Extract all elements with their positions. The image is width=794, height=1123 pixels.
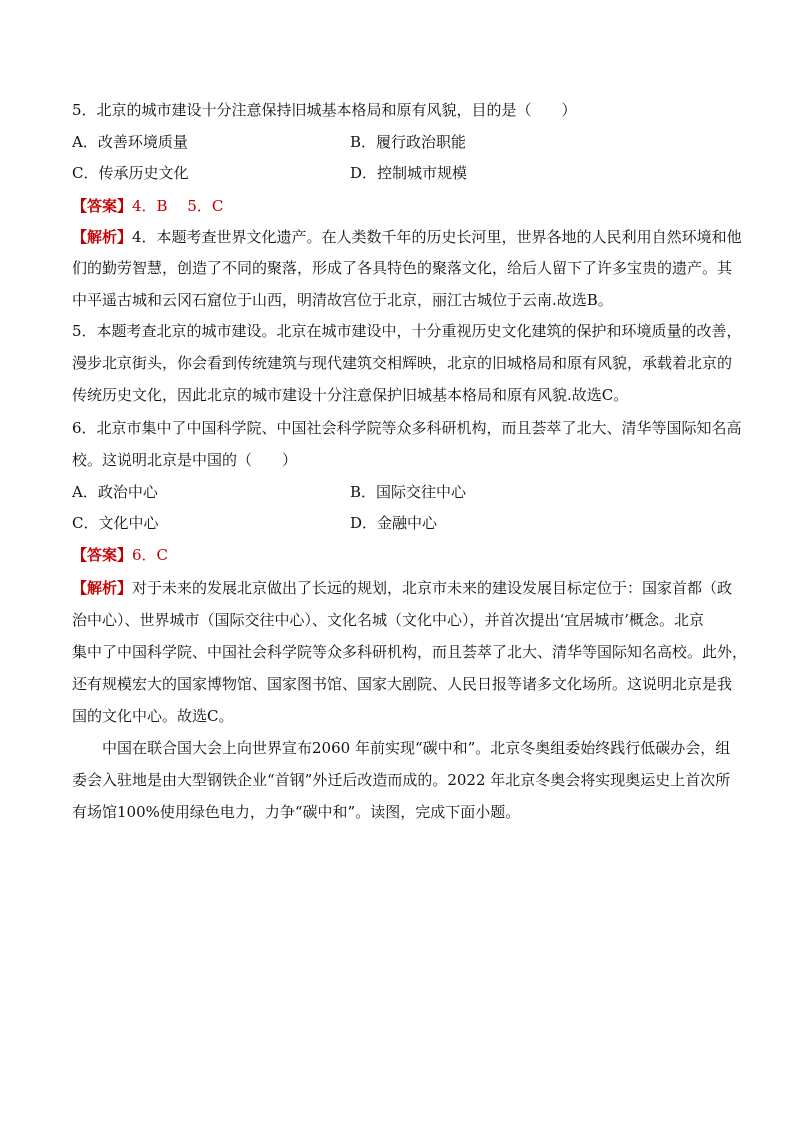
answer-line-1 — [72, 196, 223, 216]
answer-text: 6．C — [132, 546, 169, 564]
analysis-tag: 【解析】 — [72, 579, 133, 597]
q6-stem-line: 校。这说明北京是中国的（ ） — [72, 451, 298, 469]
analysis-line: 传统历史文化，因此北京的城市建设十分注意保护旧城基本格局和原有风貌.故选C。 — [72, 386, 629, 404]
analysis-line: 中平遥古城和云冈石窟位于山西，明清故宫位于北京，丽江古城位于云南.故选B。 — [72, 291, 613, 309]
q5-stem: 5．北京的城市建设十分注意保持旧城基本格局和原有风貌，目的是（ ） — [72, 101, 577, 119]
q6-stem-line: 6．北京市集中了中国科学院、中国社会科学院等众多科研机构，而且荟萃了北大、清华等国际知名高 — [72, 419, 742, 437]
q5-option-d: D．控制城市规模 — [350, 164, 468, 182]
answer-line-2 — [72, 545, 168, 565]
answer-tag: 【答案】 — [72, 546, 133, 564]
analysis-line — [72, 578, 732, 598]
intro-line: 中国在联合国大会上向世界宣布2060 年前实现“碳中和”。北京冬奥组委始终践行低碳办会，组 — [102, 739, 731, 757]
analysis-line: 还有规模宏大的国家博物馆、国家图书馆、国家大剧院、人民日报等诸多文化场所。这说明北京是我 — [72, 675, 733, 693]
analysis-line — [72, 227, 742, 247]
analysis-line: 们的勤劳智慧，创造了不同的聚落，形成了各具特色的聚落文化，给后人留下了许多宝贵的遗产。其 — [72, 259, 733, 277]
analysis-tag: 【解析】 — [72, 228, 133, 246]
q5-option-c: C．传承历史文化 — [72, 164, 189, 182]
answer-tag: 【答案】 — [72, 197, 133, 215]
intro-line: 委会入驻地是由大型钢铁企业“首钢”外迁后改造而成的。2022 年北京冬奥会将实现奥运史上首次所 — [72, 771, 731, 789]
analysis-text: 4．本题考查世界文化遗产。在人类数千年的历史长河里，世界各地的人民利用自然环境和他 — [132, 228, 742, 246]
q6-option-a: A．政治中心 — [72, 483, 158, 501]
q5-option-a: A．改善环境质量 — [72, 133, 188, 151]
q6-option-b: B．国际交往中心 — [350, 483, 467, 501]
q5-option-b: B．履行政治职能 — [350, 133, 467, 151]
analysis-line: 治中心）、世界城市（国际交往中心）、文化名城（文化中心），并首次提出‘宜居城市’概念。北京 — [72, 611, 705, 629]
analysis-line: 5．本题考查北京的城市建设。北京在城市建设中，十分重视历史文化建筑的保护和环境质量的改善， — [72, 322, 742, 340]
analysis-text: 对于未来的发展北京做出了长远的规划，北京市未来的建设发展目标定位于：国家首都（政 — [132, 579, 733, 597]
intro-line: 有场馆100%使用绿色电力，力争“碳中和”。读图，完成下面小题。 — [72, 803, 521, 821]
analysis-line: 漫步北京街头，你会看到传统建筑与现代建筑交相辉映，北京的旧城格局和原有风貌，承载着北京的 — [72, 354, 733, 372]
analysis-line: 国的文化中心。故选C。 — [72, 707, 234, 725]
answer-text: 4．B 5．C — [132, 197, 224, 215]
q6-option-c: C．文化中心 — [72, 514, 159, 532]
q6-option-d: D．金融中心 — [350, 514, 438, 532]
analysis-line: 集中了中国科学院、中国社会科学院等众多科研机构，而且荟萃了北大、清华等国际知名高校。此外， — [72, 643, 748, 661]
